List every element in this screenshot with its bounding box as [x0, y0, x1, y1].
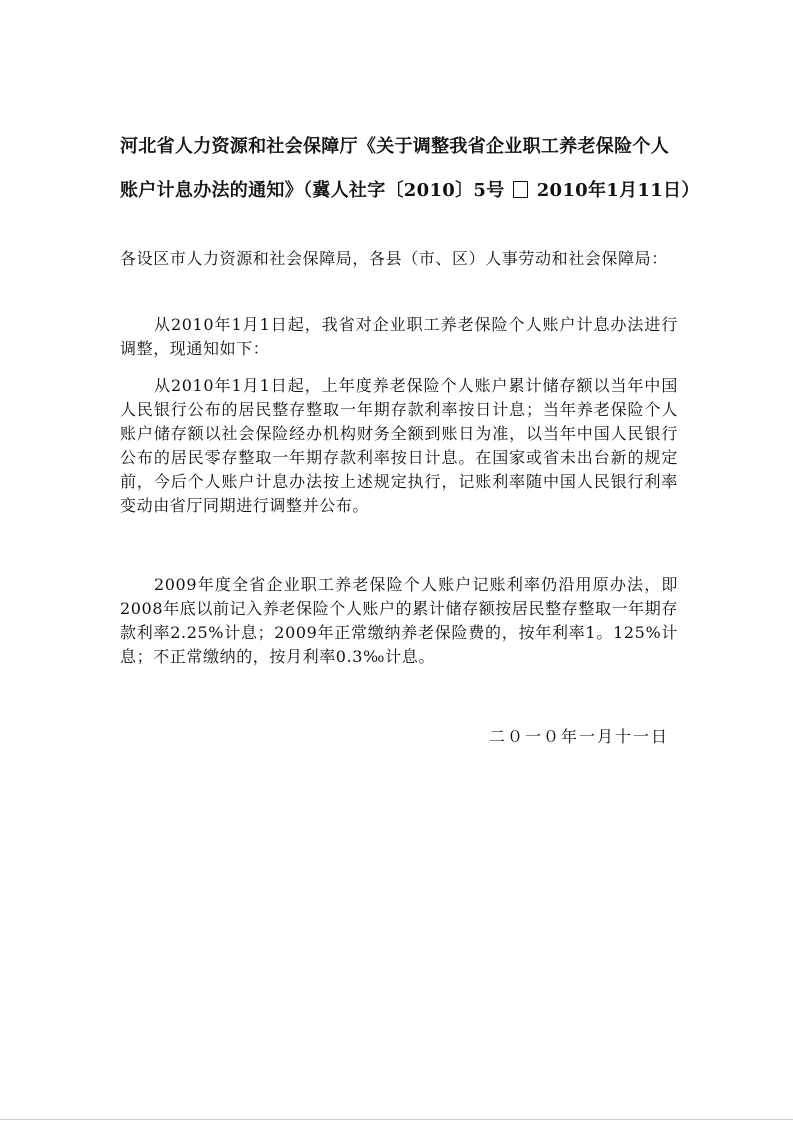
- paragraph-2009-rates: 2009年度全省企业职工养老保险个人账户记账利率仍沿用原办法，即2008年底以前记入养老保险个人账户的累计储存额按居民整存整取一年期存款利率2.25%计息；2009年正常缴纳养老保险费的，按年利率1。125%计息；不正常缴纳的，按月利率0.3‰计息。: [120, 575, 678, 666]
- document-title-ref: 账户计息办法的通知》（冀人社字〔2010〕5号: [120, 180, 505, 201]
- paragraph-intro: 从2010年1月1日起，我省对企业职工养老保险个人账户计息办法进行调整，现通知如下：: [120, 315, 678, 358]
- document-date: 二０一０年一月十一日: [488, 727, 669, 746]
- recipient-line: 各设区市人力资源和社会保障局，各县（市、区）人事劳动和社会保障局：: [120, 249, 668, 268]
- document-title-line-1: 河北省人力资源和社会保障厅《关于调整我省企业职工养老保险个人: [120, 136, 669, 157]
- page-bottom-divider: [0, 1119, 793, 1120]
- missing-glyph-box-icon: [513, 181, 528, 198]
- document-title-date: 2010年1月11日）: [536, 180, 700, 201]
- document-title-line-2: [120, 176, 700, 202]
- paragraph-rule: 从2010年1月1日起，上年度养老保险个人账户累计储存额以当年中国人民银行公布的居民整存整取一年期存款利率按日计息；当年养老保险个人账户储存额以社会保险经办机构财务全额到账日为准，以当年中国人民银行公布的居民零存整取一年期存款利率按日计息。在国家或省未出台新的规定前，今后个人账户计息办法按上述规定执行，记账利率随中国人民银行利率变动由省厅同期进行调整并公布。: [120, 376, 678, 515]
